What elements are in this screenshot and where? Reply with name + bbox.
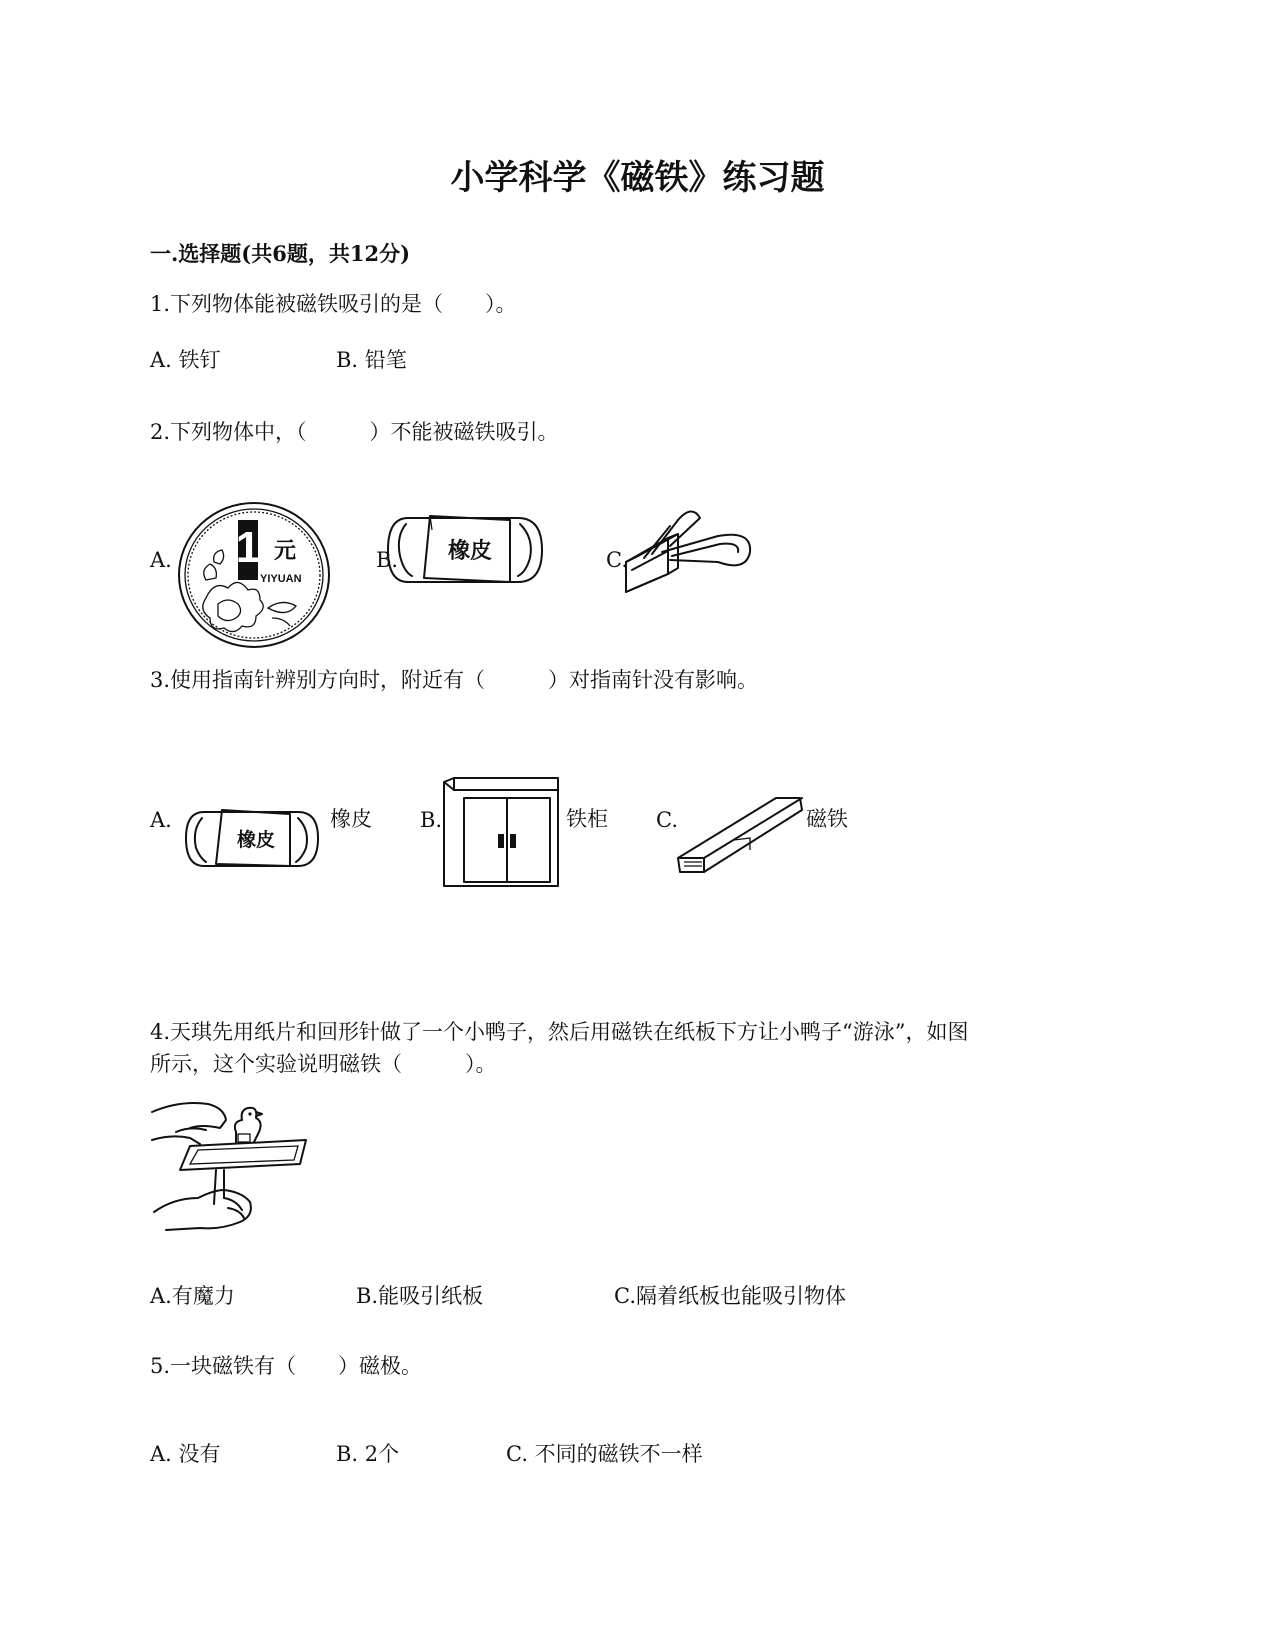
question-3-option-a-letter: A.	[150, 808, 172, 832]
question-1-option-a: A. 铁钉	[150, 348, 221, 372]
question-5-option-a: A. 没有	[150, 1442, 221, 1466]
question-3-option-c-letter: C.	[656, 808, 678, 832]
bar-magnet-image	[676, 792, 808, 882]
question-4-text-line-2: 所示，这个实验说明磁铁（ ）。	[150, 1052, 497, 1076]
eraser-small-label-text: 橡皮	[236, 829, 276, 851]
question-2-text: 2.下列物体中，（ ）不能被磁铁吸引。	[150, 420, 559, 444]
coin-pinyin-text: YIYUAN	[260, 573, 302, 585]
eraser-label-text: 橡皮	[447, 539, 493, 564]
question-2-option-c: C.	[606, 548, 628, 572]
question-5-option-c: C. 不同的磁铁不一样	[506, 1442, 703, 1466]
question-4-option-a: A.有魔力	[150, 1284, 235, 1308]
eraser-small-image	[184, 808, 320, 870]
question-3-option-b-label: 铁柜	[566, 807, 608, 831]
question-3-option-b-letter: B.	[420, 808, 443, 832]
question-5-text: 5.一块磁铁有（ ）磁极。	[150, 1354, 423, 1378]
iron-cabinet-image	[442, 776, 560, 890]
question-3-text: 3.使用指南针辨别方向时，附近有（ ）对指南针没有影响。	[150, 668, 759, 692]
coin-unit-text: 元	[274, 539, 297, 564]
section-heading: 一.选择题(共6题，共12分)	[150, 241, 411, 266]
question-2-option-b: B.	[376, 548, 399, 572]
question-2-option-a: A.	[150, 548, 172, 572]
binder-clip-image	[622, 508, 754, 594]
question-4-text-line-1: 4.天琪先用纸片和回形针做了一个小鸭子，然后用磁铁在纸板下方让小鸭子“游泳”，如图	[150, 1020, 969, 1044]
question-1-option-b: B. 铅笔	[336, 348, 407, 372]
page-title: 小学科学《磁铁》练习题	[450, 158, 825, 198]
coin-image	[176, 500, 332, 650]
question-3-option-a-label: 橡皮	[330, 807, 372, 831]
duck-experiment-image	[150, 1094, 310, 1232]
coin-value-text: 1	[235, 523, 261, 572]
question-5-option-b: B. 2个	[336, 1442, 400, 1466]
question-4-option-b: B.能吸引纸板	[356, 1284, 484, 1308]
question-4-option-c: C.隔着纸板也能吸引物体	[614, 1284, 846, 1308]
eraser-image	[386, 512, 544, 586]
question-3-option-c-label: 磁铁	[806, 807, 848, 831]
question-1-text: 1.下列物体能被磁铁吸引的是（ ）。	[150, 292, 517, 316]
